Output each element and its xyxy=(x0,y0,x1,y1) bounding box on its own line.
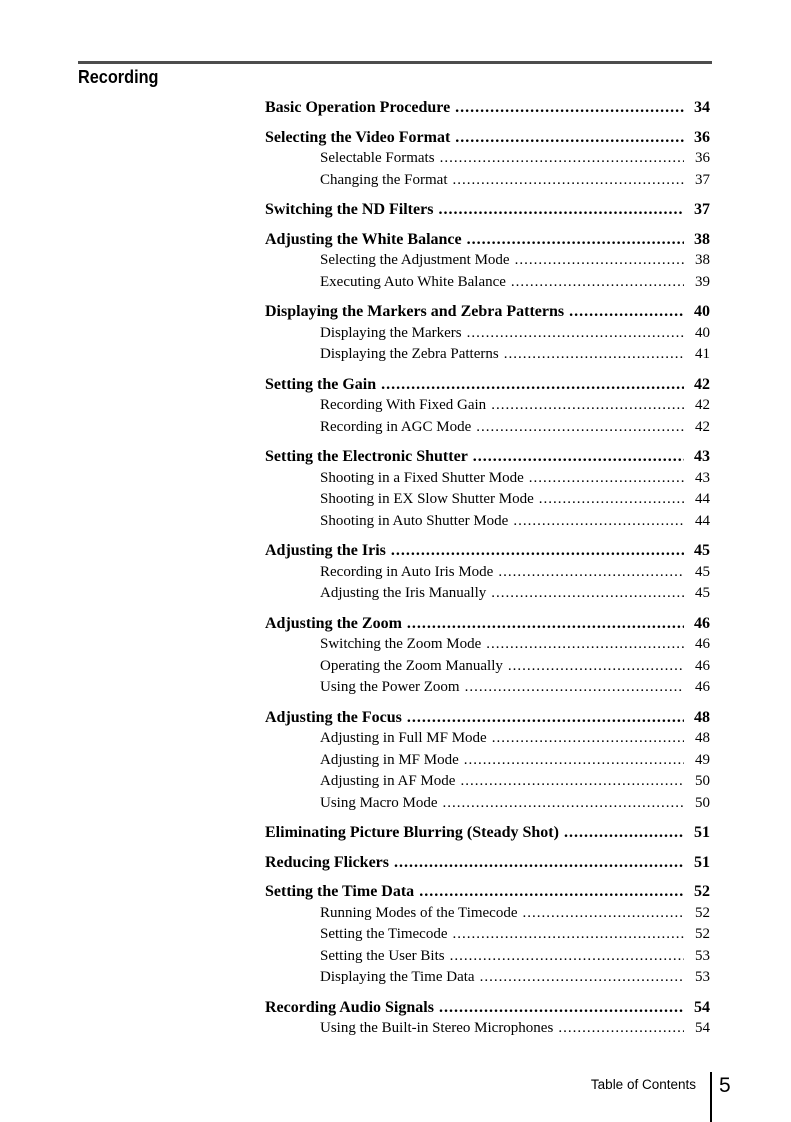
toc-section xyxy=(265,881,710,989)
toc-entry-page-number: 46 xyxy=(695,679,710,695)
dot-leader xyxy=(407,613,684,635)
toc-entry-title: Selecting the Adjustment Mode xyxy=(320,252,510,268)
toc-entry-title: Adjusting in AF Mode xyxy=(320,773,456,789)
toc-entry-title: Recording With Fixed Gain xyxy=(320,397,487,413)
toc-entry-page-number: 42 xyxy=(695,418,710,435)
section-header: Recording xyxy=(78,66,159,87)
dot-leader xyxy=(511,272,684,294)
toc-entry-page-number: 45 xyxy=(694,542,710,559)
toc-entry xyxy=(265,707,710,729)
toc-entry-title: Eliminating Picture Blurring (Steady Shot) xyxy=(265,824,559,841)
toc-entry-page-number: 36 xyxy=(694,128,710,146)
toc-entry-page-number: 53 xyxy=(695,969,710,985)
dot-leader xyxy=(491,583,684,605)
toc-entry xyxy=(265,229,710,251)
dot-leader xyxy=(381,374,684,396)
toc-entry xyxy=(265,613,710,635)
dot-leader xyxy=(439,997,684,1019)
toc-subentry xyxy=(265,511,710,533)
toc-entry-title: Adjusting the Focus xyxy=(265,708,402,726)
toc-subentry xyxy=(265,148,710,170)
toc-entry-title: Setting the Electronic Shutter xyxy=(265,448,468,465)
toc-subentry xyxy=(265,562,710,584)
dot-leader xyxy=(419,881,684,903)
dot-leader xyxy=(480,967,684,989)
toc-subentry xyxy=(265,583,710,605)
toc-entry-title: Adjusting the Iris Manually xyxy=(320,585,487,601)
toc-subentry xyxy=(265,395,710,417)
dot-leader xyxy=(464,750,684,772)
toc-subentry xyxy=(265,924,710,946)
toc-entry xyxy=(265,997,710,1019)
toc-subentry xyxy=(265,771,710,793)
dot-leader xyxy=(394,852,684,874)
toc-entry xyxy=(265,852,710,874)
toc-entry-page-number: 54 xyxy=(695,1020,710,1036)
dot-leader xyxy=(486,634,684,656)
toc-entry-title: Recording Audio Signals xyxy=(265,998,434,1016)
toc-entry-title: Using the Power Zoom xyxy=(320,679,460,695)
toc-entry-page-number: 51 xyxy=(694,853,710,871)
footer-divider xyxy=(710,1072,712,1122)
toc-section xyxy=(265,707,710,815)
toc-entry-title: Reducing Flickers xyxy=(265,853,389,871)
toc-entry-page-number: 42 xyxy=(695,397,710,413)
toc-entry xyxy=(265,199,710,221)
toc-entry-page-number: 51 xyxy=(694,824,710,841)
toc-entry-title: Shooting in EX Slow Shutter Mode xyxy=(320,491,534,507)
toc-entry xyxy=(265,127,710,149)
toc-entry-page-number: 38 xyxy=(694,230,710,248)
toc-entry-title: Displaying the Time Data xyxy=(320,969,475,985)
toc-subentry xyxy=(265,323,710,345)
toc-entry-page-number: 44 xyxy=(695,512,710,529)
toc-entry-page-number: 42 xyxy=(694,375,710,393)
toc-entry-page-number: 50 xyxy=(695,773,710,789)
toc-section xyxy=(265,199,710,221)
dot-leader xyxy=(504,344,684,366)
toc-subentry xyxy=(265,946,710,968)
dot-leader xyxy=(523,903,685,925)
toc-subentry xyxy=(265,677,710,699)
toc-subentry xyxy=(265,489,710,511)
toc-entry-page-number: 40 xyxy=(695,324,710,341)
dot-leader xyxy=(407,707,684,729)
dot-leader xyxy=(438,199,684,221)
toc-section xyxy=(265,540,710,605)
toc-entry-title: Basic Operation Procedure xyxy=(265,99,451,116)
dot-leader xyxy=(473,446,684,468)
dot-leader xyxy=(467,323,684,345)
toc-subentry xyxy=(265,1018,710,1040)
toc-subentry xyxy=(265,903,710,925)
toc-section xyxy=(265,822,710,844)
dot-leader xyxy=(569,301,684,323)
toc-entry-title: Recording in Auto Iris Mode xyxy=(320,563,494,580)
toc-entry-title: Using the Built-in Stereo Microphones xyxy=(320,1020,554,1036)
dot-leader xyxy=(539,489,684,511)
toc-entry-page-number: 52 xyxy=(695,904,710,921)
toc-section xyxy=(265,446,710,532)
toc-entry-title: Running Modes of the Timecode xyxy=(320,904,518,921)
toc-entry-title: Setting the Timecode xyxy=(320,926,448,942)
toc-entry-title: Selecting the Video Format xyxy=(265,128,451,146)
toc-subentry xyxy=(265,344,710,366)
toc-entry-page-number: 43 xyxy=(694,448,710,465)
dot-leader xyxy=(467,229,684,251)
dot-leader xyxy=(453,924,685,946)
footer-page-number: 5 xyxy=(719,1074,731,1097)
toc-entry-title: Adjusting the White Balance xyxy=(265,230,462,248)
toc-entry-title: Setting the User Bits xyxy=(320,947,445,964)
dot-leader xyxy=(460,771,684,793)
toc-entry-title: Adjusting the Iris xyxy=(265,542,386,559)
toc-entry-page-number: 37 xyxy=(694,201,710,218)
toc-entry-page-number: 39 xyxy=(695,273,710,290)
toc-entry-title: Setting the Time Data xyxy=(265,883,415,900)
toc-entry xyxy=(265,446,710,468)
toc-entry-page-number: 44 xyxy=(695,491,710,507)
toc-entry-page-number: 54 xyxy=(694,998,710,1016)
toc-section xyxy=(265,301,710,366)
toc-entry xyxy=(265,301,710,323)
toc-entry-page-number: 38 xyxy=(695,252,710,268)
dot-leader xyxy=(455,127,684,149)
toc-section xyxy=(265,97,710,119)
dot-leader xyxy=(391,540,684,562)
dot-leader xyxy=(513,511,684,533)
dot-leader xyxy=(440,148,684,170)
dot-leader xyxy=(455,97,684,119)
dot-leader xyxy=(450,946,684,968)
toc-section xyxy=(265,374,710,439)
toc-entry-title: Executing Auto White Balance xyxy=(320,273,506,290)
dot-leader xyxy=(491,395,684,417)
dot-leader xyxy=(564,822,684,844)
toc-entry-page-number: 48 xyxy=(695,730,710,746)
toc-entry-title: Switching the Zoom Mode xyxy=(320,636,482,652)
toc-section xyxy=(265,229,710,294)
toc-entry-title: Changing the Format xyxy=(320,171,448,188)
dot-leader xyxy=(492,728,684,750)
toc-subentry xyxy=(265,417,710,439)
toc-entry-title: Displaying the Markers xyxy=(320,324,462,341)
toc-entry-page-number: 34 xyxy=(694,99,710,116)
toc-entry-page-number: 43 xyxy=(695,469,710,486)
toc-entry-title: Adjusting in Full MF Mode xyxy=(320,730,487,746)
toc-entry-page-number: 45 xyxy=(695,563,710,580)
toc-entry-page-number: 45 xyxy=(695,585,710,601)
dot-leader xyxy=(442,793,684,815)
dot-leader xyxy=(465,677,684,699)
dot-leader xyxy=(529,468,684,490)
toc-section xyxy=(265,997,710,1040)
toc-entry-page-number: 53 xyxy=(695,947,710,964)
toc-entry-title: Displaying the Markers and Zebra Patterns xyxy=(265,303,565,320)
toc-entry-title: Setting the Gain xyxy=(265,375,377,393)
toc-entry-title: Switching the ND Filters xyxy=(265,201,434,218)
toc-subentry xyxy=(265,170,710,192)
toc-entry-title: Operating the Zoom Manually xyxy=(320,657,503,674)
toc-entry-page-number: 46 xyxy=(694,614,710,632)
toc-entry-title: Shooting in a Fixed Shutter Mode xyxy=(320,469,524,486)
toc-subentry xyxy=(265,728,710,750)
toc-entry-title: Adjusting the Zoom xyxy=(265,614,402,632)
toc-list xyxy=(265,97,710,1040)
toc-entry-page-number: 40 xyxy=(694,303,710,320)
toc-entry xyxy=(265,540,710,562)
dot-leader xyxy=(558,1018,684,1040)
dot-leader xyxy=(515,250,684,272)
toc-entry-title: Displaying the Zebra Patterns xyxy=(320,346,499,362)
header-rule xyxy=(78,61,712,64)
dot-leader xyxy=(453,170,685,192)
toc-section xyxy=(265,852,710,874)
toc-section xyxy=(265,127,710,192)
toc-entry-page-number: 49 xyxy=(695,751,710,768)
dot-leader xyxy=(508,656,684,678)
toc-subentry xyxy=(265,967,710,989)
toc-entry xyxy=(265,374,710,396)
toc-subentry xyxy=(265,656,710,678)
dot-leader xyxy=(476,417,684,439)
toc-section xyxy=(265,613,710,699)
toc-subentry xyxy=(265,750,710,772)
toc-subentry xyxy=(265,272,710,294)
toc-subentry xyxy=(265,793,710,815)
toc-entry-title: Adjusting in MF Mode xyxy=(320,751,459,768)
toc-entry xyxy=(265,822,710,844)
toc-entry-page-number: 48 xyxy=(694,708,710,726)
footer-label: Table of Contents xyxy=(590,1077,696,1092)
toc-entry-page-number: 52 xyxy=(695,926,710,942)
toc-entry-page-number: 50 xyxy=(695,794,710,811)
toc-entry-title: Selectable Formats xyxy=(320,150,435,166)
toc-subentry xyxy=(265,468,710,490)
toc-subentry xyxy=(265,250,710,272)
toc-entry xyxy=(265,881,710,903)
toc-entry-page-number: 36 xyxy=(695,150,710,166)
toc-entry-page-number: 41 xyxy=(695,346,710,362)
toc-entry xyxy=(265,97,710,119)
toc-entry-title: Using Macro Mode xyxy=(320,794,438,811)
dot-leader xyxy=(498,562,684,584)
toc-entry-title: Shooting in Auto Shutter Mode xyxy=(320,512,509,529)
toc-entry-page-number: 52 xyxy=(694,883,710,900)
toc-entry-page-number: 46 xyxy=(695,657,710,674)
toc-entry-title: Recording in AGC Mode xyxy=(320,418,472,435)
toc-subentry xyxy=(265,634,710,656)
toc-entry-page-number: 46 xyxy=(695,636,710,652)
toc-entry-page-number: 37 xyxy=(695,171,710,188)
